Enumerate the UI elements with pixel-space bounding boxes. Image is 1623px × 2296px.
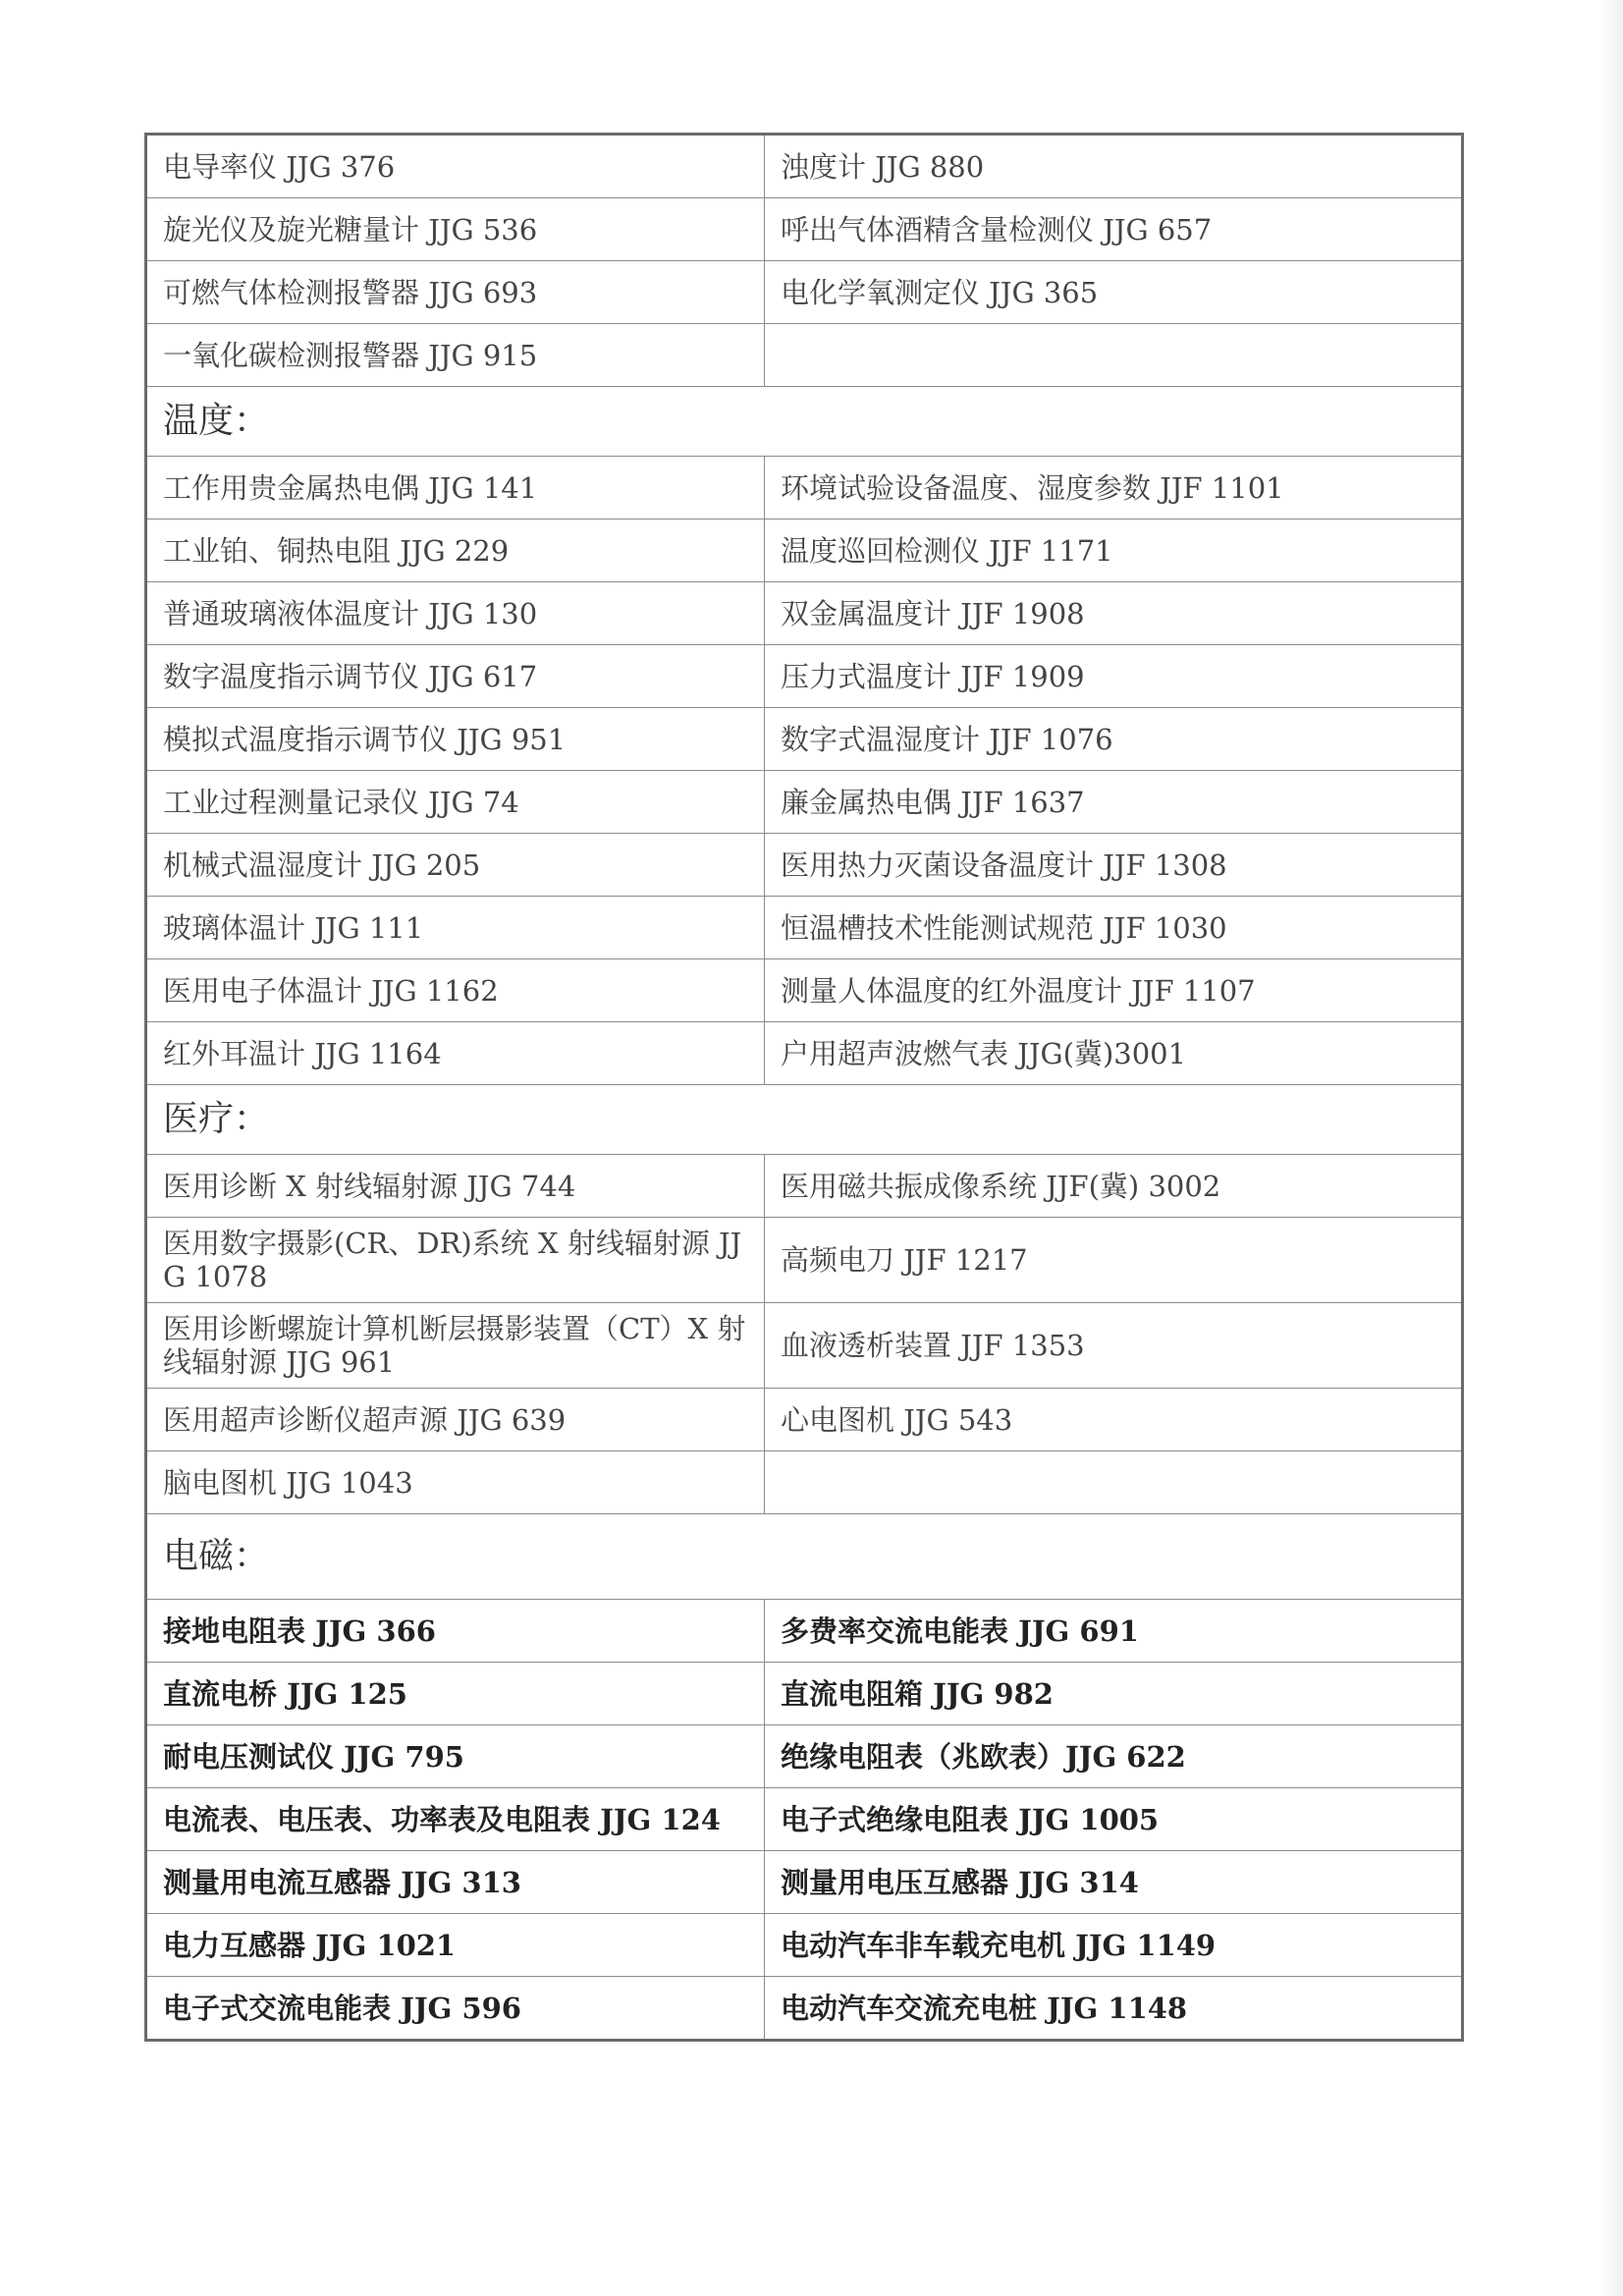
table-cell: 一氧化碳检测报警器 JJG 915 xyxy=(146,324,765,387)
table-row xyxy=(146,1788,1463,1851)
table-row xyxy=(146,582,1463,645)
table-cell: 医用电子体温计 JJG 1162 xyxy=(146,959,765,1022)
section-heading-row xyxy=(146,1514,1463,1600)
table-cell xyxy=(765,324,1463,387)
page-edge-shadow xyxy=(1599,0,1623,2296)
table-cell: 测量用电压互感器 JJG 314 xyxy=(765,1851,1463,1914)
table-cell: 户用超声波燃气表 JJG(冀)3001 xyxy=(765,1022,1463,1085)
table-row xyxy=(146,1303,1463,1389)
table-cell: 电子式交流电能表 JJG 596 xyxy=(146,1977,765,2041)
table-cell: 耐电压测试仪 JJG 795 xyxy=(146,1725,765,1788)
table-cell: 红外耳温计 JJG 1164 xyxy=(146,1022,765,1085)
table-row xyxy=(146,1725,1463,1788)
table-row xyxy=(146,1851,1463,1914)
table-cell: 医用数字摄影(CR、DR)系统 X 射线辐射源 JJG 1078 xyxy=(146,1218,765,1303)
table-cell: 工作用贵金属热电偶 JJG 141 xyxy=(146,457,765,519)
table-cell: 多费率交流电能表 JJG 691 xyxy=(765,1600,1463,1663)
table-cell: 脑电图机 JJG 1043 xyxy=(146,1451,765,1514)
table-row xyxy=(146,261,1463,324)
table-cell: 电化学氧测定仪 JJG 365 xyxy=(765,261,1463,324)
table-cell: 电流表、电压表、功率表及电阻表 JJG 124 xyxy=(146,1788,765,1851)
table-cell: 普通玻璃液体温度计 JJG 130 xyxy=(146,582,765,645)
table-cell: 测量用电流互感器 JJG 313 xyxy=(146,1851,765,1914)
table-cell: 廉金属热电偶 JJF 1637 xyxy=(765,771,1463,834)
table-cell: 血液透析装置 JJF 1353 xyxy=(765,1303,1463,1389)
table-cell: 模拟式温度指示调节仪 JJG 951 xyxy=(146,708,765,771)
section-heading-medical: 医疗： xyxy=(146,1085,1463,1155)
table-row xyxy=(146,1914,1463,1977)
table-cell: 环境试验设备温度、湿度参数 JJF 1101 xyxy=(765,457,1463,519)
section-heading-electromagnetic: 电磁： xyxy=(146,1514,1463,1600)
table-cell: 旋光仪及旋光糖量计 JJG 536 xyxy=(146,198,765,261)
table-cell: 心电图机 JJG 543 xyxy=(765,1389,1463,1451)
table-cell: 电子式绝缘电阻表 JJG 1005 xyxy=(765,1788,1463,1851)
table-row xyxy=(146,897,1463,959)
table-cell: 高频电刀 JJF 1217 xyxy=(765,1218,1463,1303)
table-cell: 医用磁共振成像系统 JJF(冀) 3002 xyxy=(765,1155,1463,1218)
table-cell: 浊度计 JJG 880 xyxy=(765,135,1463,198)
table-row xyxy=(146,1155,1463,1218)
table-cell: 呼出气体酒精含量检测仪 JJG 657 xyxy=(765,198,1463,261)
table-cell: 可燃气体检测报警器 JJG 693 xyxy=(146,261,765,324)
table-row xyxy=(146,645,1463,708)
table-cell xyxy=(765,1451,1463,1514)
table-cell: 压力式温度计 JJF 1909 xyxy=(765,645,1463,708)
table-row xyxy=(146,1600,1463,1663)
table-cell: 医用诊断 X 射线辐射源 JJG 744 xyxy=(146,1155,765,1218)
table-cell: 机械式温湿度计 JJG 205 xyxy=(146,834,765,897)
table-row xyxy=(146,1663,1463,1725)
table-cell: 工业铂、铜热电阻 JJG 229 xyxy=(146,519,765,582)
table-row xyxy=(146,1451,1463,1514)
table-cell: 电力互感器 JJG 1021 xyxy=(146,1914,765,1977)
table-row xyxy=(146,324,1463,387)
table-row xyxy=(146,519,1463,582)
table-row xyxy=(146,959,1463,1022)
table-cell: 工业过程测量记录仪 JJG 74 xyxy=(146,771,765,834)
table-cell: 数字式温湿度计 JJF 1076 xyxy=(765,708,1463,771)
section-heading-row xyxy=(146,387,1463,457)
table-cell: 数字温度指示调节仪 JJG 617 xyxy=(146,645,765,708)
table-cell: 电导率仪 JJG 376 xyxy=(146,135,765,198)
table-cell: 电动汽车交流充电桩 JJG 1148 xyxy=(765,1977,1463,2041)
table-cell: 医用热力灭菌设备温度计 JJF 1308 xyxy=(765,834,1463,897)
table-cell: 直流电阻箱 JJG 982 xyxy=(765,1663,1463,1725)
table-cell: 恒温槽技术性能测试规范 JJF 1030 xyxy=(765,897,1463,959)
table-row xyxy=(146,1389,1463,1451)
section-heading-row xyxy=(146,1085,1463,1155)
instrument-standards-table xyxy=(144,133,1464,2042)
table-cell: 医用诊断螺旋计算机断层摄影装置（CT）X 射线辐射源 JJG 961 xyxy=(146,1303,765,1389)
table-cell: 双金属温度计 JJF 1908 xyxy=(765,582,1463,645)
table-cell: 接地电阻表 JJG 366 xyxy=(146,1600,765,1663)
table-row xyxy=(146,198,1463,261)
table-cell: 测量人体温度的红外温度计 JJF 1107 xyxy=(765,959,1463,1022)
table-row xyxy=(146,1022,1463,1085)
table-cell: 电动汽车非车载充电机 JJG 1149 xyxy=(765,1914,1463,1977)
table-row xyxy=(146,771,1463,834)
table-cell: 医用超声诊断仪超声源 JJG 639 xyxy=(146,1389,765,1451)
table-row xyxy=(146,135,1463,198)
table-row xyxy=(146,708,1463,771)
table-row xyxy=(146,1977,1463,2041)
table-row xyxy=(146,457,1463,519)
table-cell: 绝缘电阻表（兆欧表）JJG 622 xyxy=(765,1725,1463,1788)
table-cell: 温度巡回检测仪 JJF 1171 xyxy=(765,519,1463,582)
table-cell: 直流电桥 JJG 125 xyxy=(146,1663,765,1725)
table-row xyxy=(146,1218,1463,1303)
table-row xyxy=(146,834,1463,897)
section-heading-temperature: 温度： xyxy=(146,387,1463,457)
table-cell: 玻璃体温计 JJG 111 xyxy=(146,897,765,959)
